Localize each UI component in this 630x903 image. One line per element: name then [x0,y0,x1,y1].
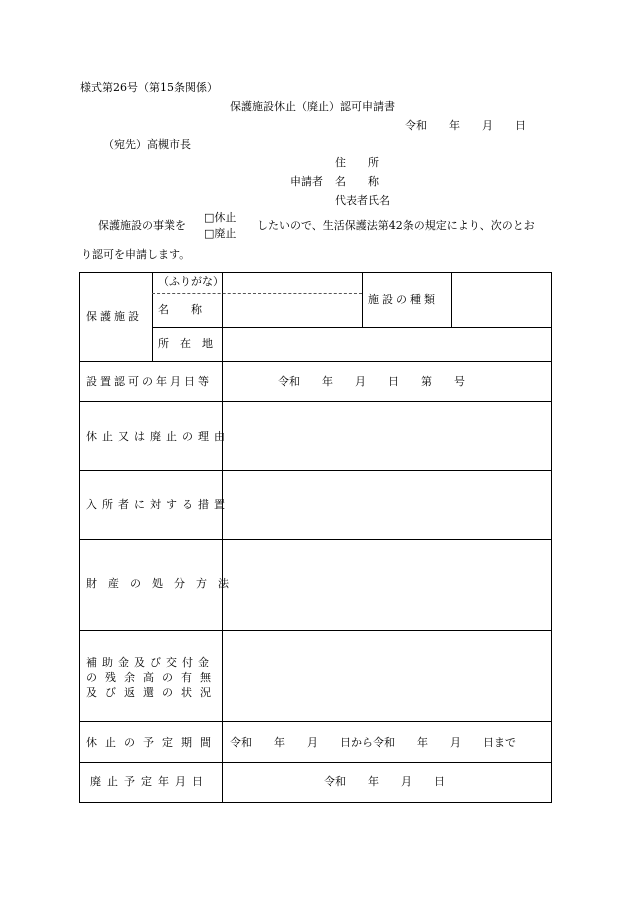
subsidy-label-line-1: 補助金及び交付金 [86,656,214,669]
addressee: （宛先）高槻市長 [103,138,191,151]
reason-label: 休止又は廃止の理由 [86,430,230,443]
form-number: 様式第26号（第15条関係） [80,81,218,94]
abolish-date-value: 令和 年 月 日 [324,775,445,788]
body-text-1: したいので、生活保護法第42条の規定により、次のとお [257,219,535,232]
facility-location-label: 所 在 地 [158,337,213,350]
residents-label: 入所者に対する措置 [86,498,230,511]
approval-date-label: 設置認可の年月日等 [86,375,212,388]
body-text-2: り認可を申請します。 [81,248,191,261]
applicant-name-label: 名 称 [335,175,379,188]
option-abolish: □廃止 [204,227,237,240]
address-label: 住 所 [335,156,379,169]
facility-name-label: 名 称 [158,303,202,316]
furigana-input[interactable] [223,273,361,293]
representative-label: 代表者氏名 [335,194,390,207]
facility-label: 保護施設 [86,310,142,323]
facility-name-input[interactable] [223,294,361,327]
form-title: 保護施設休止（廃止）認可申請書 [230,100,395,113]
option-suspend: □休止 [204,211,237,224]
abolish-date-label: 廃止予定年月日 [90,775,209,788]
residents-input[interactable] [223,471,550,539]
furigana-label: （ふりがな） [158,275,224,288]
reason-input[interactable] [223,402,550,470]
subsidy-input[interactable] [223,631,550,721]
period-value: 令和 年 月 日から令和 年 月 日まで [230,736,516,749]
form-date: 令和 年 月 日 [405,119,526,132]
applicant-label: 申請者 [290,175,323,188]
property-label: 財産の処分方法 [86,577,240,590]
facility-location-input[interactable] [223,328,550,361]
subsidy-label-line-3: 及び返還の状況 [86,686,219,699]
facility-type-input[interactable] [452,273,550,327]
period-label: 休止の予定期間 [86,736,219,749]
subsidy-label-line-2: の残余高の有無 [86,671,219,684]
facility-type-label: 施設の種類 [368,293,438,306]
approval-date-value: 令和 年 月 日 第 号 [278,375,465,388]
body-lead: 保護施設の事業を [98,219,186,232]
property-input[interactable] [223,540,550,630]
